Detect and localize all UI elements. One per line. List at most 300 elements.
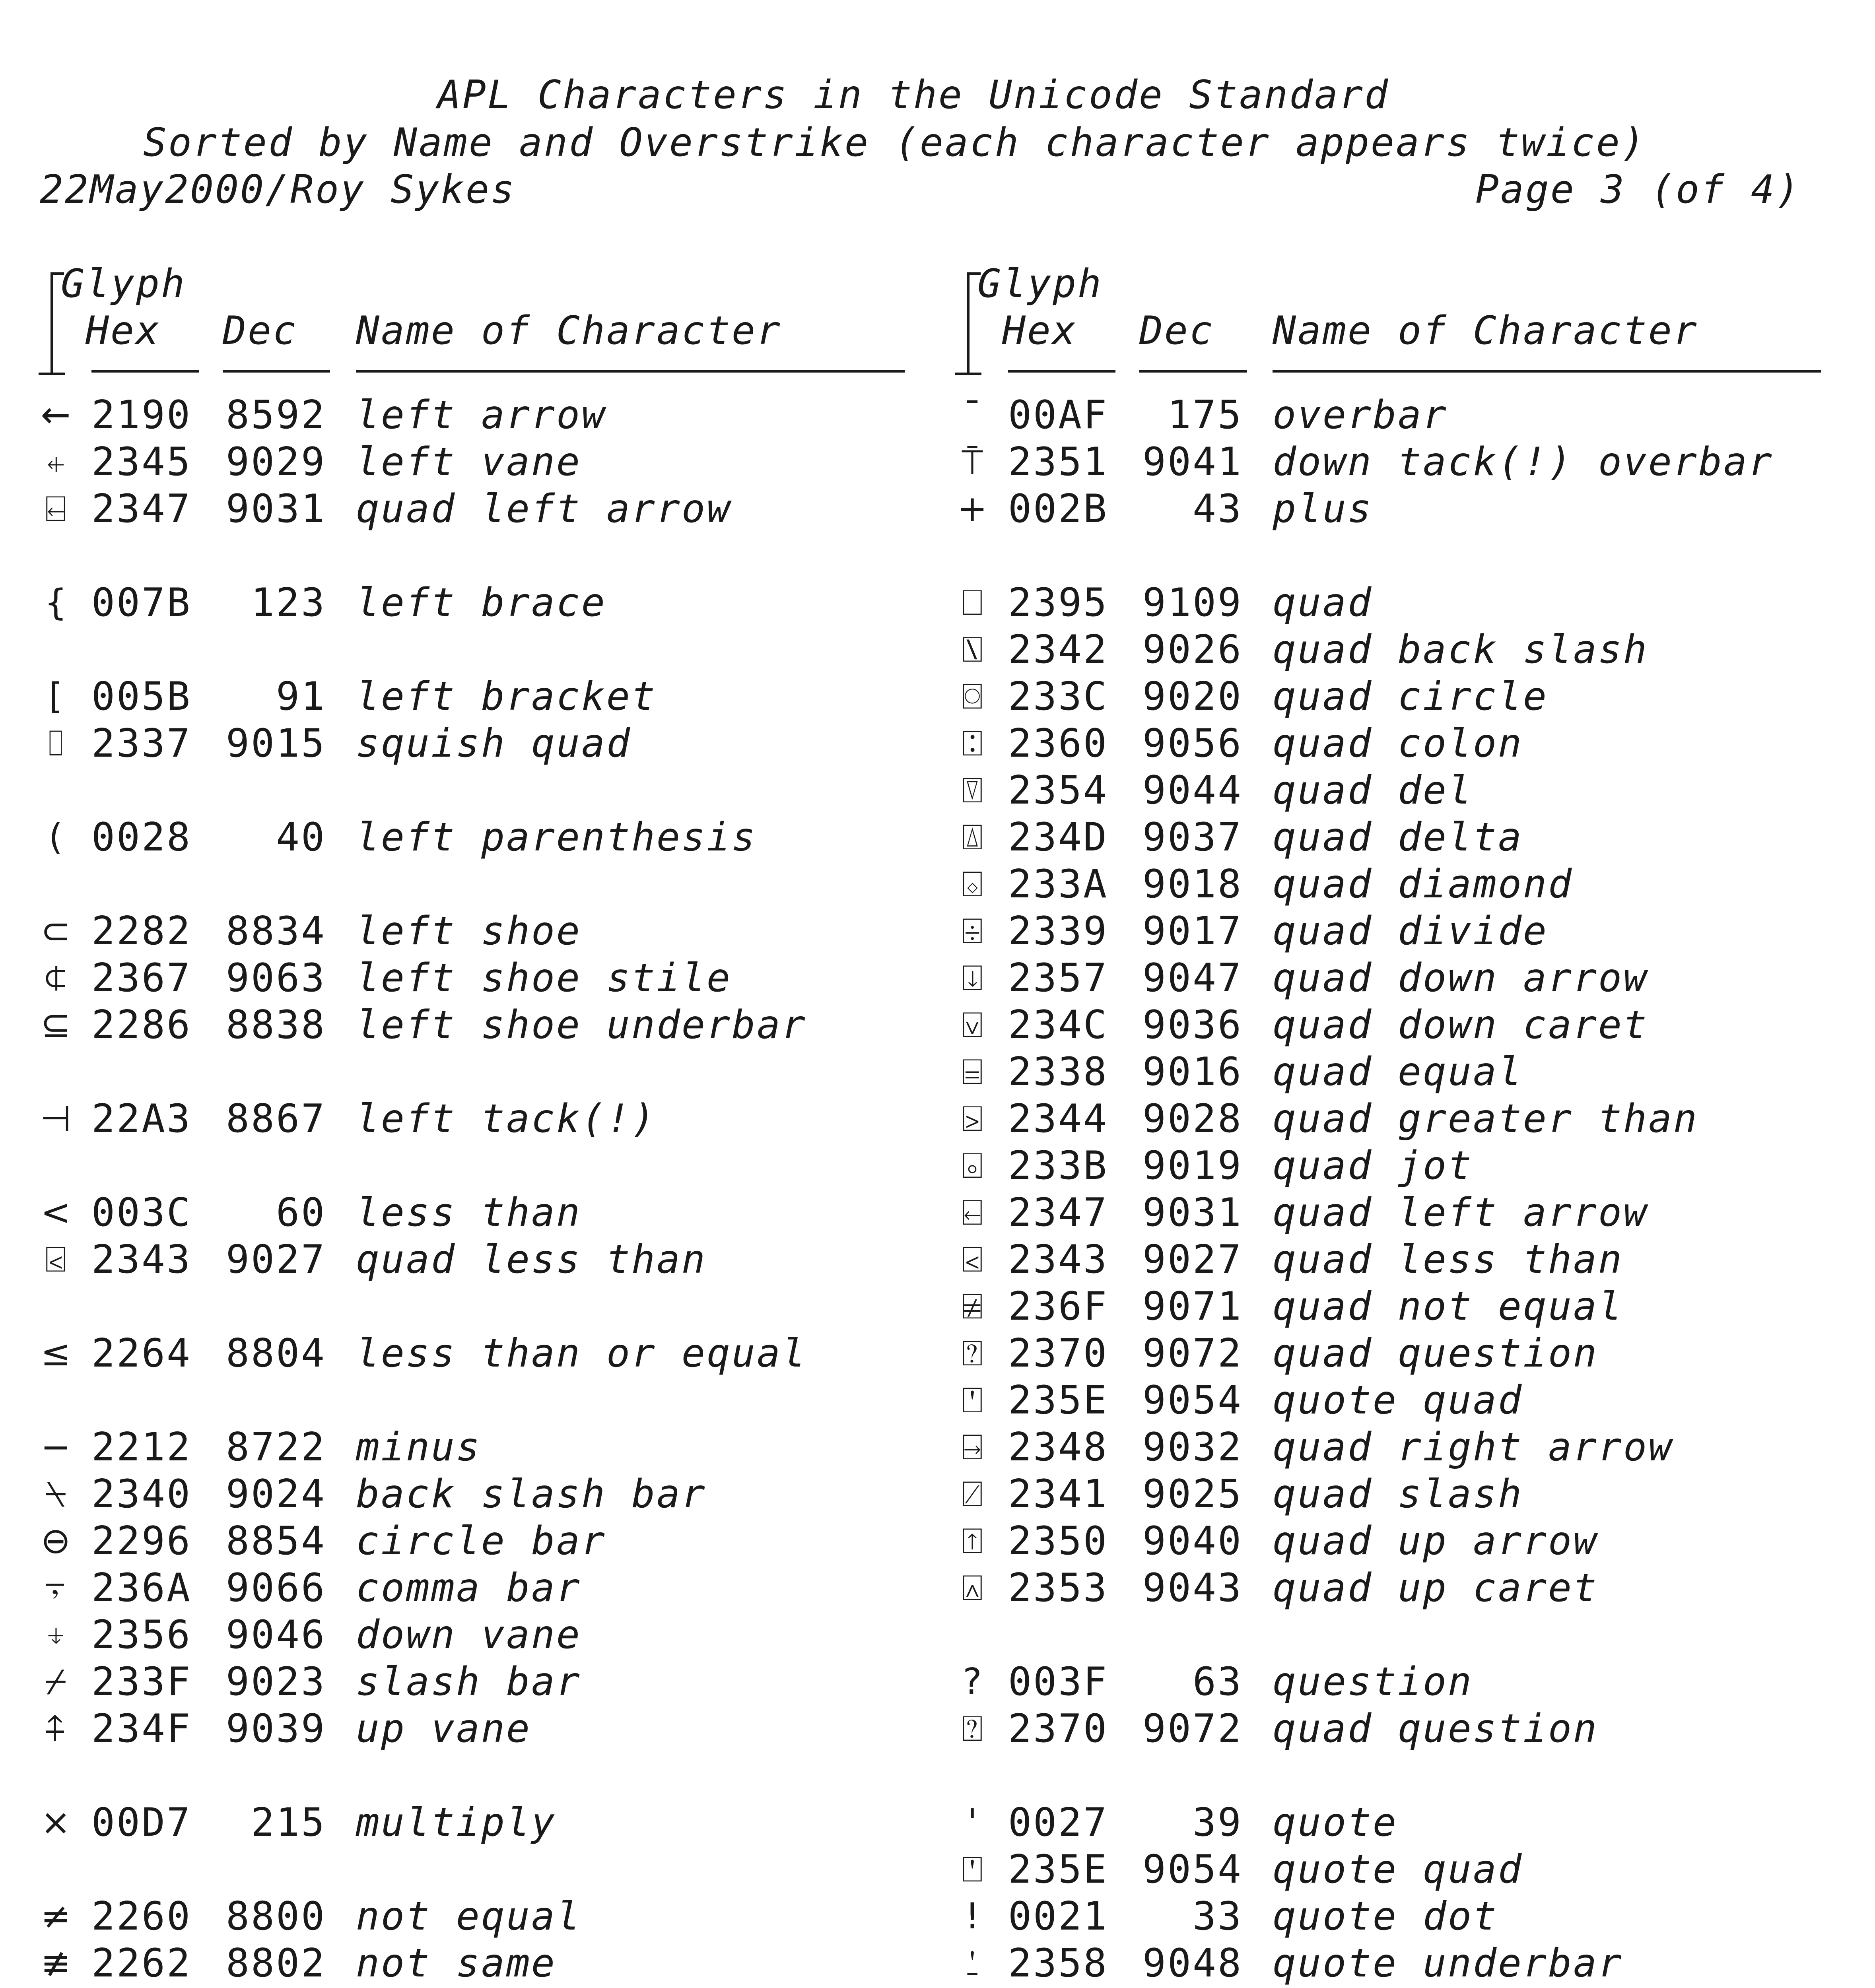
glyph-cell: ⍖ xyxy=(45,1614,66,1656)
glyph-cell: ⍃ xyxy=(45,1239,66,1280)
hex-cell: 233A xyxy=(1008,862,1109,907)
dec-cell: 9023 xyxy=(225,1659,326,1705)
table-row xyxy=(38,439,925,485)
dec-cell: 9043 xyxy=(1142,1565,1243,1611)
name-cell: quad xyxy=(1273,580,1373,625)
name-cell: question xyxy=(1273,1659,1473,1705)
name-cell: overbar xyxy=(1273,392,1448,438)
glyph-cell: { xyxy=(44,582,67,623)
table-row xyxy=(38,392,925,439)
dec-cell: 9019 xyxy=(1142,1143,1243,1188)
table-row xyxy=(38,1330,925,1377)
table-spacer xyxy=(38,861,925,908)
name-cell: left arrow xyxy=(356,392,607,438)
glyph-cell: ⍠ xyxy=(962,722,983,764)
dec-cell: 8804 xyxy=(225,1331,326,1376)
glyph-cell: ⍈ xyxy=(962,1426,983,1468)
table-spacer xyxy=(38,1283,925,1330)
dec-cell: 8722 xyxy=(225,1425,326,1470)
table-spacer xyxy=(38,1377,925,1424)
page-subtitle: Sorted by Name and Overstrike (each character appears twice) xyxy=(143,120,1647,165)
table-row xyxy=(954,1002,1841,1048)
hex-cell: 2338 xyxy=(1008,1049,1109,1095)
table-spacer xyxy=(38,626,925,673)
name-cell: quad delta xyxy=(1273,815,1523,860)
glyph-cell: ? xyxy=(963,1661,982,1703)
name-cell: quad left arrow xyxy=(356,486,732,532)
hex-cell: 2347 xyxy=(91,486,192,532)
glyph-cell: ⍇ xyxy=(962,1192,983,1233)
table-row xyxy=(38,720,925,767)
name-cell: comma bar xyxy=(356,1565,582,1611)
page-title: APL Characters in the Unicode Standard xyxy=(437,72,1390,118)
table-row xyxy=(954,1658,1841,1705)
name-cell: quad question xyxy=(1273,1331,1599,1376)
hex-cell: 235E xyxy=(1008,1378,1109,1423)
table-row xyxy=(38,1236,925,1283)
name-cell: quad equal xyxy=(1273,1049,1523,1095)
hex-cell: 0028 xyxy=(91,815,192,860)
glyph-cell: ⍪ xyxy=(45,1567,66,1609)
hex-cell: 2350 xyxy=(1008,1518,1109,1564)
table-row xyxy=(38,1095,925,1142)
glyph-cell: ⍍ xyxy=(962,816,983,858)
dec-cell: 9054 xyxy=(1142,1847,1243,1892)
table-row xyxy=(38,1471,925,1518)
dec-cell: 9027 xyxy=(1142,1237,1243,1282)
hex-cell: 2282 xyxy=(91,909,192,954)
name-cell: quad colon xyxy=(1273,721,1523,766)
glyph-cell: [ xyxy=(49,676,63,717)
name-cell: quad left arrow xyxy=(1273,1190,1649,1235)
glyph-cell: ⍄ xyxy=(962,1098,983,1140)
table-row xyxy=(954,485,1841,532)
hex-cell: 2342 xyxy=(1008,627,1109,672)
table-row xyxy=(954,1048,1841,1095)
dec-cell: 9015 xyxy=(225,721,326,766)
table-row xyxy=(954,1565,1841,1611)
glyph-cell: ⌼ xyxy=(962,676,983,717)
hex-cell: 2343 xyxy=(1008,1237,1109,1282)
table-row xyxy=(954,579,1841,626)
name-cell: quote quad xyxy=(1273,1378,1523,1423)
name-cell: quote xyxy=(1273,1800,1398,1845)
dec-cell: 9109 xyxy=(1142,580,1243,625)
name-cell: quad not equal xyxy=(1273,1284,1624,1329)
hex-cell: 002B xyxy=(1008,486,1109,532)
hex-cell: 2262 xyxy=(91,1941,192,1986)
dec-cell: 9047 xyxy=(1142,955,1243,1001)
table-row xyxy=(954,673,1841,720)
dec-cell: 91 xyxy=(276,674,326,719)
table-spacer xyxy=(38,767,925,814)
name-cell: plus xyxy=(1273,486,1373,532)
glyph-cell: ⍞ xyxy=(962,1848,983,1890)
hex-cell: 2212 xyxy=(91,1425,192,1470)
column-header xyxy=(954,260,1841,380)
hex-cell: 005B xyxy=(91,674,192,719)
hex-cell: 2354 xyxy=(1008,768,1109,813)
dec-cell: 215 xyxy=(251,1800,326,1845)
name-cell: quad circle xyxy=(1273,674,1549,719)
name-cell: not equal xyxy=(356,1894,582,1939)
dec-cell: 39 xyxy=(1192,1800,1243,1845)
name-cell: quote quad xyxy=(1273,1847,1523,1892)
glyph-cell: ( xyxy=(49,816,63,858)
table-row xyxy=(38,1424,925,1471)
name-cell: left brace xyxy=(356,580,607,625)
table-row xyxy=(954,392,1841,439)
name-cell: left tack(!) xyxy=(356,1096,657,1142)
glyph-cell: ⍰ xyxy=(962,1332,983,1374)
table-row xyxy=(954,1940,1841,1987)
glyph-cell: ≢ xyxy=(41,1942,71,1984)
hex-cell: 233F xyxy=(91,1659,192,1705)
table-row xyxy=(38,1658,925,1705)
table-row xyxy=(38,955,925,1002)
dec-cell: 9032 xyxy=(1142,1425,1243,1470)
header-dec: Dec xyxy=(223,308,298,353)
name-cell: quad greater than xyxy=(1273,1096,1699,1142)
table-row xyxy=(954,626,1841,673)
dec-cell: 43 xyxy=(1192,486,1243,532)
hex-cell: 2343 xyxy=(91,1237,192,1282)
name-cell: quad back slash xyxy=(1273,627,1649,672)
name-cell: left vane xyxy=(356,439,582,485)
hex-cell: 234D xyxy=(1008,815,1109,860)
dec-cell: 9031 xyxy=(1142,1190,1243,1235)
name-cell: circle bar xyxy=(356,1518,607,1564)
dec-cell: 9016 xyxy=(1142,1049,1243,1095)
dec-cell: 8867 xyxy=(225,1096,326,1142)
glyph-cell: ⌷ xyxy=(45,722,66,764)
name-cell: minus xyxy=(356,1425,482,1470)
table-row xyxy=(38,1893,925,1940)
table-row xyxy=(954,861,1841,908)
glyph-cell: ⍀ xyxy=(45,1473,66,1515)
glyph-cell: ⌻ xyxy=(962,1145,983,1186)
table-row xyxy=(954,1471,1841,1518)
hex-cell: 003F xyxy=(1008,1659,1109,1705)
hex-cell: 2348 xyxy=(1008,1425,1109,1470)
table-row xyxy=(38,814,925,861)
hex-cell: 2190 xyxy=(91,392,192,438)
hex-cell: 2353 xyxy=(1008,1565,1109,1611)
dec-cell: 9048 xyxy=(1142,1941,1243,1986)
name-cell: back slash bar xyxy=(356,1472,707,1517)
hex-cell: 2358 xyxy=(1008,1941,1109,1986)
glyph-cell: ≠ xyxy=(41,1895,71,1937)
right-rows xyxy=(954,392,1841,1988)
name-cell: up vane xyxy=(356,1706,532,1751)
dec-cell: 9027 xyxy=(225,1237,326,1282)
table-row xyxy=(954,1846,1841,1893)
hex-cell: 2340 xyxy=(91,1472,192,1517)
glyph-cell: ⍯ xyxy=(962,1285,983,1327)
glyph-cell: ← xyxy=(41,394,71,436)
header-underline-hex xyxy=(91,370,199,373)
table-row xyxy=(38,579,925,626)
name-cell: quad jot xyxy=(1273,1143,1473,1188)
dec-cell: 63 xyxy=(1192,1659,1243,1705)
name-cell: quad divide xyxy=(1273,909,1549,954)
table-row xyxy=(38,1940,925,1987)
table-spacer xyxy=(38,1752,925,1799)
dec-cell: 9071 xyxy=(1142,1284,1243,1329)
glyph-cell: ⊣ xyxy=(40,1098,72,1140)
table-row xyxy=(38,1611,925,1658)
glyph-cell: ⎕ xyxy=(962,582,983,623)
dec-cell: 9063 xyxy=(225,955,326,1001)
table-row xyxy=(954,767,1841,814)
header-underline-hex xyxy=(1008,370,1115,373)
glyph-cell: ⍇ xyxy=(45,488,66,530)
hex-cell: 2296 xyxy=(91,1518,192,1564)
dec-cell: 9040 xyxy=(1142,1518,1243,1564)
table-spacer xyxy=(38,1048,925,1095)
glyph-cell: × xyxy=(41,1802,71,1843)
header-name: Name of Character xyxy=(356,308,782,353)
name-cell: down tack(!) overbar xyxy=(1273,439,1774,485)
dec-cell: 9044 xyxy=(1142,768,1243,813)
dec-cell: 9017 xyxy=(1142,909,1243,954)
glyph-cell: ⍘ xyxy=(962,1942,983,1984)
hex-cell: 0021 xyxy=(1008,1894,1109,1939)
glyph-cell: ! xyxy=(965,1895,980,1937)
table-row xyxy=(954,1095,1841,1142)
table-row xyxy=(954,955,1841,1002)
table-spacer xyxy=(38,1846,925,1893)
header-underline-dec xyxy=(1139,370,1247,373)
name-cell: left bracket xyxy=(356,674,657,719)
date-author: 22May2000/Roy Sykes xyxy=(40,167,516,212)
glyph-cell: ¯ xyxy=(963,394,981,436)
glyph-cell: ⊖ xyxy=(41,1520,71,1562)
dec-cell: 9028 xyxy=(1142,1096,1243,1142)
glyph-cell: ⍓ xyxy=(962,1567,983,1609)
table-row xyxy=(38,1189,925,1236)
name-cell: quad less than xyxy=(356,1237,707,1282)
hex-cell: 2345 xyxy=(91,439,192,485)
dec-cell: 9037 xyxy=(1142,815,1243,860)
glyph-cell: ⊂ xyxy=(41,910,71,952)
header-dec: Dec xyxy=(1139,308,1215,353)
name-cell: quad up arrow xyxy=(1273,1518,1599,1564)
name-cell: left parenthesis xyxy=(356,815,757,860)
glyph-cell: ' xyxy=(967,1802,977,1843)
name-cell: not same xyxy=(356,1941,557,1986)
name-cell: quad diamond xyxy=(1273,862,1574,907)
hex-cell: 00D7 xyxy=(91,1800,192,1845)
table-row xyxy=(38,1705,925,1752)
hex-cell: 2367 xyxy=(91,955,192,1001)
dec-cell: 60 xyxy=(276,1190,326,1235)
hex-cell: 233B xyxy=(1008,1143,1109,1188)
table-row xyxy=(954,1283,1841,1330)
glyph-cell: ⍂ xyxy=(962,629,983,670)
dec-cell: 175 xyxy=(1167,392,1243,438)
left-column-table xyxy=(38,260,925,1988)
glyph-cell: ⍧ xyxy=(45,957,66,999)
name-cell: quad right arrow xyxy=(1273,1425,1674,1470)
dec-cell: 8834 xyxy=(225,909,326,954)
header-name: Name of Character xyxy=(1273,308,1699,353)
name-cell: squish quad xyxy=(356,721,632,766)
glyph-cell: ⍁ xyxy=(962,1473,983,1515)
name-cell: slash bar xyxy=(356,1659,582,1705)
dec-cell: 9018 xyxy=(1142,862,1243,907)
hex-cell: 236A xyxy=(91,1565,192,1611)
hex-cell: 236F xyxy=(1008,1284,1109,1329)
hex-cell: 2286 xyxy=(91,1002,192,1048)
glyph-cell: − xyxy=(41,1426,71,1468)
name-cell: quad slash xyxy=(1273,1472,1523,1517)
table-row xyxy=(954,908,1841,955)
hex-cell: 00AF xyxy=(1008,392,1109,438)
table-row xyxy=(954,1142,1841,1189)
table-row xyxy=(954,1377,1841,1424)
column-header xyxy=(38,260,925,380)
hex-cell: 2351 xyxy=(1008,439,1109,485)
hex-cell: 234F xyxy=(91,1706,192,1751)
dec-cell: 9024 xyxy=(225,1472,326,1517)
glyph-cell: ⍞ xyxy=(962,1379,983,1421)
table-row xyxy=(954,1424,1841,1471)
glyph-cell: ⍃ xyxy=(962,1239,983,1280)
dec-cell: 123 xyxy=(251,580,326,625)
table-row xyxy=(38,1799,925,1846)
name-cell: quote underbar xyxy=(1273,1941,1624,1986)
left-rows xyxy=(38,392,925,1988)
hex-cell: 2370 xyxy=(1008,1706,1109,1751)
dec-cell: 9031 xyxy=(225,486,326,532)
dec-cell: 8854 xyxy=(225,1518,326,1564)
hex-cell: 2339 xyxy=(1008,909,1109,954)
table-row xyxy=(38,485,925,532)
hex-cell: 007B xyxy=(91,580,192,625)
dec-cell: 9041 xyxy=(1142,439,1243,485)
hex-cell: 2260 xyxy=(91,1894,192,1939)
hex-cell: 233C xyxy=(1008,674,1109,719)
table-row xyxy=(954,1705,1841,1752)
dec-cell: 40 xyxy=(276,815,326,860)
dec-cell: 8802 xyxy=(225,1941,326,1986)
table-row xyxy=(954,1189,1841,1236)
name-cell: multiply xyxy=(356,1800,557,1845)
dec-cell: 8800 xyxy=(225,1894,326,1939)
name-cell: left shoe xyxy=(356,909,582,954)
table-row xyxy=(954,439,1841,485)
table-row xyxy=(38,1565,925,1611)
hex-cell: 2370 xyxy=(1008,1331,1109,1376)
name-cell: less than xyxy=(356,1190,582,1235)
hex-cell: 2395 xyxy=(1008,580,1109,625)
header-underline-name xyxy=(1273,370,1821,373)
name-cell: quad del xyxy=(1273,768,1473,813)
name-cell: left shoe stile xyxy=(356,955,732,1001)
glyph-cell: ⍅ xyxy=(45,441,66,483)
glyph-cell: ⍗ xyxy=(962,957,983,999)
hex-cell: 2360 xyxy=(1008,721,1109,766)
dec-cell: 9020 xyxy=(1142,674,1243,719)
table-row xyxy=(954,1893,1841,1940)
header-hex: Hex xyxy=(1002,308,1078,353)
header-underline-name xyxy=(356,370,905,373)
glyph-cell: ⌸ xyxy=(962,1051,983,1093)
name-cell: quad less than xyxy=(1273,1237,1624,1282)
name-cell: quad question xyxy=(1273,1706,1599,1751)
page-number: Page 3 (of 4) xyxy=(1475,167,1801,212)
glyph-cell: ⌿ xyxy=(45,1661,66,1703)
hex-cell: 003C xyxy=(91,1190,192,1235)
glyph-cell: ⍏ xyxy=(45,1708,66,1749)
table-spacer xyxy=(38,1142,925,1189)
glyph-cell: + xyxy=(957,488,987,530)
name-cell: quad down caret xyxy=(1273,1002,1649,1048)
header-glyph: Glyph xyxy=(977,261,1103,307)
table-row xyxy=(954,814,1841,861)
dec-cell: 9029 xyxy=(225,439,326,485)
hex-cell: 2347 xyxy=(1008,1190,1109,1235)
dec-cell: 9046 xyxy=(225,1612,326,1658)
table-spacer xyxy=(954,1752,1841,1799)
glyph-cell: ⌹ xyxy=(962,910,983,952)
table-spacer xyxy=(954,1611,1841,1658)
table-row xyxy=(38,1002,925,1048)
header-hex: Hex xyxy=(85,308,161,353)
name-cell: quad up caret xyxy=(1273,1565,1599,1611)
name-cell: quad down arrow xyxy=(1273,955,1649,1001)
name-cell: quote dot xyxy=(1273,1894,1498,1939)
hex-cell: 235E xyxy=(1008,1847,1109,1892)
dec-cell: 9039 xyxy=(225,1706,326,1751)
name-cell: down vane xyxy=(356,1612,582,1658)
table-row xyxy=(954,1518,1841,1565)
dec-cell: 8838 xyxy=(225,1002,326,1048)
right-column-table xyxy=(954,260,1841,1988)
table-row xyxy=(38,673,925,720)
header-glyph: Glyph xyxy=(61,261,187,307)
hex-cell: 2356 xyxy=(91,1612,192,1658)
table-row xyxy=(38,1518,925,1565)
hex-cell: 2357 xyxy=(1008,955,1109,1001)
dec-cell: 8592 xyxy=(225,392,326,438)
hex-cell: 2344 xyxy=(1008,1096,1109,1142)
dec-cell: 33 xyxy=(1192,1894,1243,1939)
hex-cell: 22A3 xyxy=(91,1096,192,1142)
header-underline-dec xyxy=(223,370,330,373)
dec-cell: 9025 xyxy=(1142,1472,1243,1517)
hex-cell: 2341 xyxy=(1008,1472,1109,1517)
table-spacer xyxy=(38,532,925,579)
glyph-cell: ⍌ xyxy=(962,1004,983,1046)
hex-cell: 2337 xyxy=(91,721,192,766)
table-row xyxy=(954,720,1841,767)
name-cell: left shoe underbar xyxy=(356,1002,807,1048)
table-spacer xyxy=(954,532,1841,579)
glyph-cell: ≤ xyxy=(41,1332,71,1374)
dec-cell: 9072 xyxy=(1142,1706,1243,1751)
table-row xyxy=(954,1799,1841,1846)
table-row xyxy=(954,1236,1841,1283)
table-row xyxy=(38,908,925,955)
glyph-cell: ⍑ xyxy=(962,441,983,483)
glyph-cell: ⍔ xyxy=(962,769,983,811)
dec-cell: 9066 xyxy=(225,1565,326,1611)
dec-cell: 9054 xyxy=(1142,1378,1243,1423)
dec-cell: 9026 xyxy=(1142,627,1243,672)
name-cell: less than or equal xyxy=(356,1331,807,1376)
